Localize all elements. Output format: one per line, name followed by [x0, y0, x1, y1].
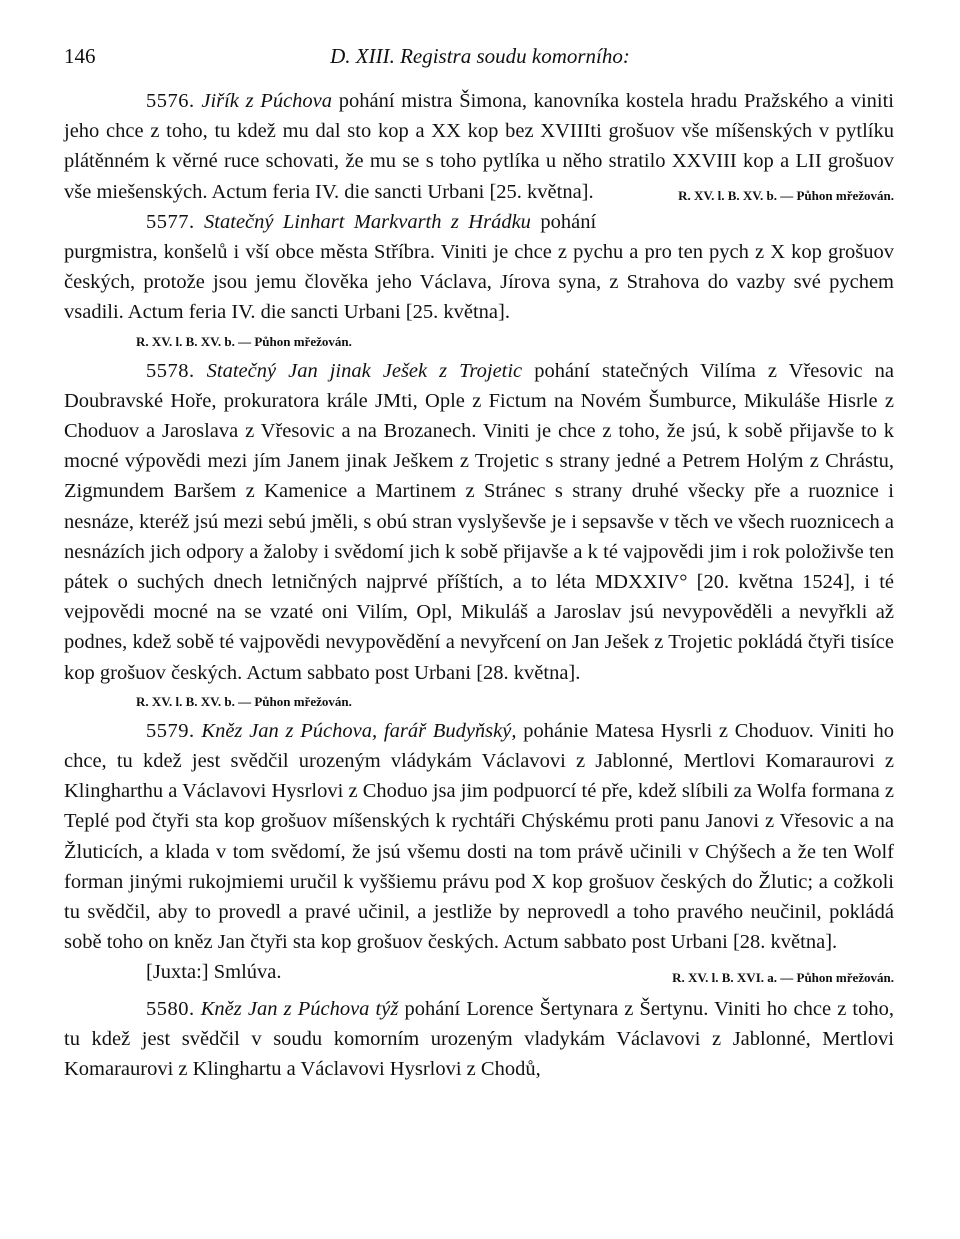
- entry-number: 5579.: [146, 719, 195, 742]
- page-header: [64, 44, 896, 74]
- entry-source: R. XV. l. B. XVI. a. — Půhon mřežován.: [672, 970, 894, 986]
- entry-name: Statečný Jan jinak Ješek z Trojetic: [206, 359, 523, 382]
- entry-name: Kněz Jan z Púchova, farář Budyňský,: [201, 719, 517, 742]
- entry-source: R. XV. l. B. XV. b. — Půhon mřežován.: [136, 333, 352, 349]
- entry-number: 5576.: [146, 90, 195, 112]
- entry-source: R. XV. l. B. XV. b. — Půhon mřežován.: [136, 693, 352, 709]
- page-body: [64, 86, 894, 1084]
- entry-5577: [64, 207, 894, 328]
- entry-text: pohání mistra Šimona, kanovníka kostela hradu Pražského a viniti jeho chce z toho, tu kdež mu dal sto kop a XX kop bez XVIIIti grošuov vše míšenských v pytlíku plátěnném k věrné ruce schovati, že mu se s toho pytlíka u něho stratilo XXVIII kop a LII grošuov vše miešenských. Actum feria IV. die sancti Urbani [25. května].: [64, 90, 895, 203]
- entry-text: pohání statečných Vilíma z Vřesovic na Doubravské Hoře, prokuratora krále JMti, Ople z Fictum na Novém Šumburce, Mikuláše Hisrle z Choduov a Jaroslava z Vřesovic a na Brozanech. Viniti je chce z toho, že jsú, k sobě přijavše to k mocné výpovědi mezi jím Janem jinak Ješkem z Trojetic s strany jedné a Petrem Holým z Chrástu, Zigmundem Baršem z Kamenice a Martinem z Stránec s strany druhé všecky pře a ruoznice i nesnáze, kteréž jsú mezi sebú jměli, s obú stran vyslyševše je i sepsavše v těch ve všech ruoznicech a nesnázích jich odpory a žaloby i svědomí jich k sobě přijavše a k té vajpovědi jim i rok položivše ten pátek o suchých dnech letničných najprvé příštích, a to léta MDXXIV° [20. května 1524], i té vejpovědi mocné na se vzaté oni Vilím, Opl, Mikuláš a Jaroslav jsú nevypověděli a nevyřkli až podnes, kdež sobě té vajpovědi nevypovědění a nevyřcení on Jan Ješek z Trojetic pokládá čtyři tisíce kop grošuov českých. Actum sabbato post Urbani [28. května].: [64, 359, 895, 684]
- entry-juxta-note: [64, 957, 894, 987]
- entry-name: Kněz Jan z Púchova týž: [200, 997, 399, 1020]
- entry-name: Statečný Linhart Markvarth z Hrádku: [204, 210, 531, 233]
- entry-5576: [64, 86, 894, 207]
- entry-number: 5578.: [146, 359, 195, 382]
- entry-text: pohání purgmistra, konšelů i vší obce města Stříbra. Viniti je chce z pychu a pro ten pych z X kop grošuov českých, protože jsou jemu člověka jeho Václava, Jírova syna, z Strahova do vazby své pychem vsadili. Actum feria IV. die sancti Urbani [25. května].: [64, 210, 894, 324]
- entry-5580: [64, 994, 894, 1085]
- entry-5578: [64, 356, 894, 688]
- page-number: 146: [64, 44, 96, 68]
- juxta-text: [Juxta:] Smlúva.: [146, 961, 282, 984]
- entry-name: Jiřík z Púchova: [201, 90, 333, 112]
- entry-source: R. XV. l. B. XV. b. — Půhon mřežován.: [678, 187, 894, 203]
- running-title: D. XIII. Registra soudu komorního:: [330, 44, 630, 68]
- entry-text: pohání Lorence Šertynara z Šertynu. Viniti ho chce z toho, tu kdež jest svědčil v soudu komorním urozeným vladykám Václavovi z Jablonné, Mertlovi Komaraurovi z Klinghartu a Václavovi Hysrlovi z Chodů,: [64, 997, 895, 1081]
- entry-text: pohánie Matesa Hysrli z Choduov. Viniti ho chce, tu kdež jest svědčil urozeným vládykám Václavovi z Jablonné, Mertlovi Komaraurovi z Klingharthu a Václavovi Hysrlovi z Choduo jsa jim podpuorcí té pře, kdež slíbili za Wolfa formana z Teplé pod čtyři sta kop grošuov míšenských k rychtáři Chýskému proti panu Janovi z Vřesovic a na Žluticích, a klada v tom svědomí, že jsú všemu dosti na tom právě učinili v Chýšech a že ten Wolf forman jinými rukojmiemi uručil k vyššiemu právu pod X kop grošuov českých do Žlutic; a cožkoli tu svědčil, aby to provedl a pravé učinil, a jestliže by neprovedl a toho pravého neučinil, pokládá sobě toho on kněz Jan čtyři sta kop grošuov českých. Actum sabbato post Urbani [28. května].: [64, 719, 895, 954]
- entry-number: 5580.: [146, 997, 195, 1020]
- entry-number: 5577.: [146, 210, 195, 233]
- entry-5579: [64, 716, 894, 958]
